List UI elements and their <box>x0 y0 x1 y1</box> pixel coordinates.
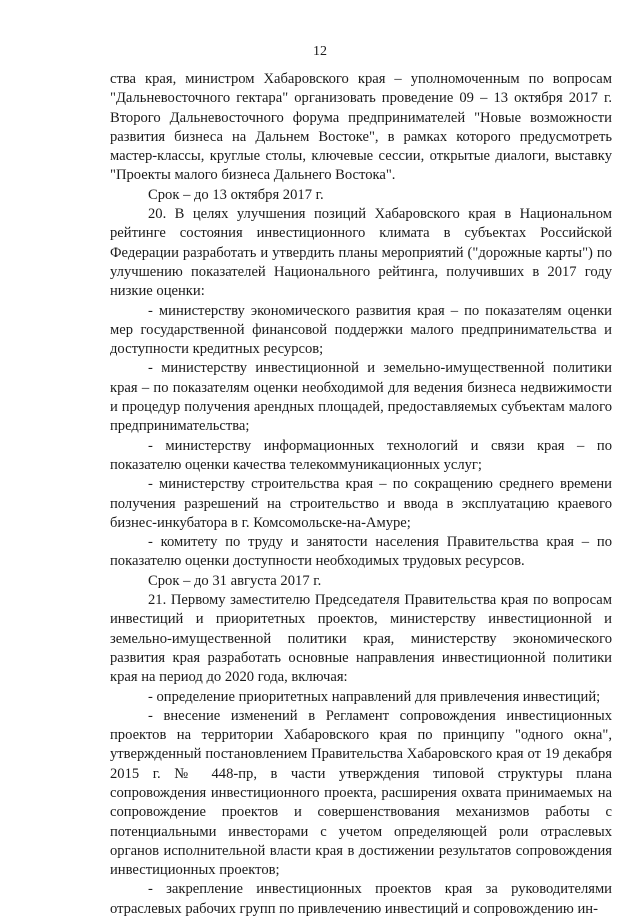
paragraph: - министерству информационных технологий и связи края – по показателю оценки качества телекоммуникационных услуг; <box>110 437 612 473</box>
paragraph: 21. Первому заместителю Председателя Правительства края по вопросам инвестиций и приоритетных проектов, министерству инвестиционной и земельно-имущественной политики края, министерству экономического развития края разработать основные направления инвестиционной политики края на период до 2020 года, включая: <box>110 592 612 686</box>
paragraph: Срок – до 31 августа 2017 г. <box>148 572 322 589</box>
paragraph: - комитету по труду и занятости населения Правительства края – по показателю оценки доступности необходимых трудовых ресурсов. <box>110 534 612 570</box>
paragraph: - внесение изменений в Регламент сопровождения инвестиционных проектов на территории Хабаровского края по принципу "одного окна", утвержденный постановлением Правительства Хабаровского края от 19 декабря 2015 г. № 448-пр, в части утверждения типовой структуры плана сопровождения инвестиционного проекта, расширения охвата принимаемых на сопровождение проектов и совершенствования механизмов работы с потенциальными инвесторами с учетом определяющей роли отраслевых органов исполнительной власти края в достижении результатов сопровождения инвестиционных проектов; <box>110 707 612 879</box>
paragraph: - министерству строительства края – по сокращению среднего времени получения разрешений на строительство и ввода в эксплуатацию краевого бизнес-инкубатора в г. Комсомольске-на-Амуре; <box>110 476 612 531</box>
paragraph: - министерству инвестиционной и земельно-имущественной политики края – по показателям оценки необходимой для ведения бизнеса недвижимости и процедур получения арендных площадей, предоставляемых субъектам малого предпринимательства; <box>110 360 612 435</box>
paragraph: 20. В целях улучшения позиций Хабаровского края в Национальном рейтинге состояния инвестиционного климата в субъектах Российской Федерации разработать и утвердить планы мероприятий ("дорожные карты") по улучшению показателей Национального рейтинга, получивших в 2017 году низкие оценки: <box>110 206 612 300</box>
paragraph: - министерству экономического развития края – по показателям оценки мер государственной финансовой поддержки малого предпринимательства и доступности кредитных ресурсов; <box>110 302 612 358</box>
paragraph: Срок – до 13 октября 2017 г. <box>148 186 324 203</box>
paragraph: - закрепление инвестиционных проектов края за руководителями отраслевых рабочих групп по привлечению инвестиций и сопровождению ин- <box>110 881 612 917</box>
paragraph: ства края, министром Хабаровского края – уполномоченным по вопросам "Дальневосточного гектара" организовать проведение 09 – 13 октября 2017 г. Второго Дальневосточного форума предпринимателей "Новые возможности развития бизнеса на Дальнем Востоке", в рамках которого предусмотреть мастер-классы, круглые столы, ключевые сессии, открытые диалоги, выставку "Проекты малого бизнеса Дальнего Востока". <box>110 71 612 184</box>
paragraph: - определение приоритетных направлений для привлечения инвестиций; <box>148 688 601 705</box>
page-number: 12 <box>313 44 327 59</box>
document-body <box>110 70 612 919</box>
